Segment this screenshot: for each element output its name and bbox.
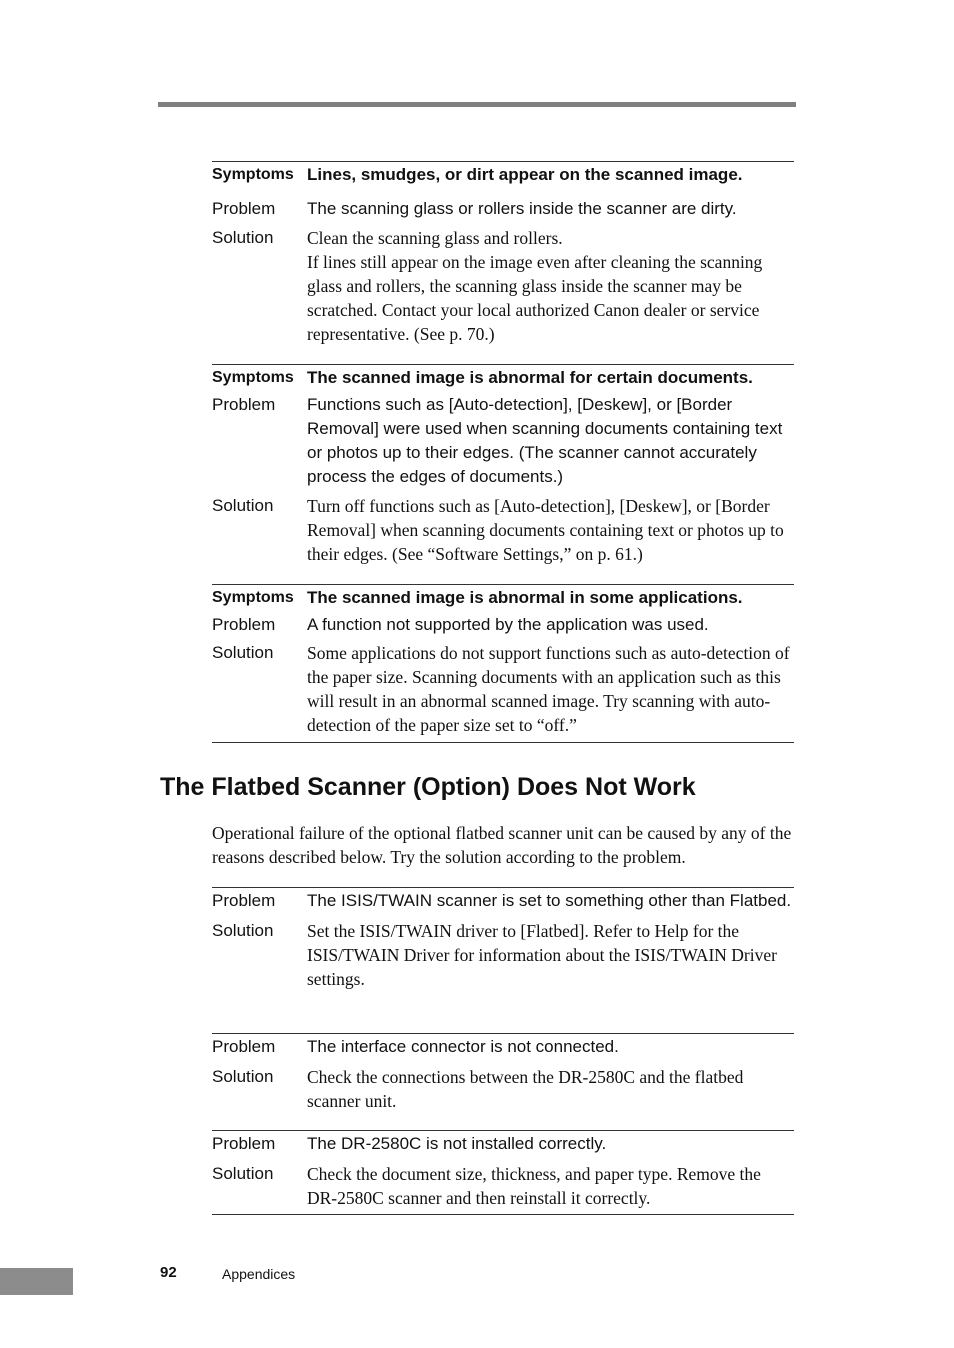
- problem-row: [212, 1035, 794, 1059]
- solution-row: [212, 226, 794, 362]
- symptom-block: [212, 584, 794, 743]
- problem-text: The DR-2580C is not installed correctly.: [307, 1134, 607, 1153]
- footer-tab: [0, 1268, 73, 1295]
- page-number: 92: [160, 1264, 177, 1281]
- section-intro: Operational failure of the optional flatbed scanner unit can be caused by any of the reasons described below. Try the solution according to the problem.: [212, 823, 792, 867]
- problem-label: Problem: [212, 199, 276, 218]
- symptom-text: The scanned image is abnormal for certain documents.: [307, 368, 753, 387]
- symptoms-label: Symptoms: [212, 369, 294, 386]
- solution-label: Solution: [212, 1067, 274, 1086]
- problem-row: [212, 1132, 794, 1156]
- solution-row: [212, 919, 794, 991]
- problem-block: [212, 1033, 794, 1113]
- solution-text: [307, 226, 794, 346]
- problem-label: Problem: [212, 891, 276, 910]
- solution-label: Solution: [212, 496, 274, 515]
- problem-text: The ISIS/TWAIN scanner is set to something other than Flatbed.: [307, 891, 792, 910]
- problem-text: A function not supported by the application was used.: [307, 615, 709, 634]
- problem-row: [212, 613, 794, 637]
- solution-text: [307, 641, 794, 737]
- symptoms-label: Symptoms: [212, 589, 294, 606]
- problem-row: [212, 197, 794, 221]
- symptoms-row: [212, 163, 794, 187]
- symptom-block: [212, 161, 794, 362]
- problem-block: [212, 887, 794, 991]
- symptoms-label: Symptoms: [212, 166, 294, 183]
- problem-text: Functions such as [Auto-detection], [Deskew], or [Border Removal] were used when scanning documents containing text or photos up to their edges. (The scanner cannot accurately process the edges of documents.): [307, 395, 783, 486]
- problem-label: Problem: [212, 615, 276, 634]
- problem-block: [212, 1130, 794, 1215]
- header-rule: [158, 102, 796, 107]
- solution-text: Check the connections between the DR-2580C and the flatbed scanner unit.: [307, 1067, 744, 1111]
- solution-line: Some applications do not support functions such as auto-detection of the paper size. Scanning documents with an application such as this will result in an abnormal scanned image. Try scanning with auto-detection of the paper size set to “off.”: [307, 643, 790, 735]
- solution-line: Clean the scanning glass and rollers.: [307, 228, 563, 248]
- symptom-text: The scanned image is abnormal in some applications.: [307, 588, 743, 607]
- problem-text: The scanning glass or rollers inside the scanner are dirty.: [307, 199, 737, 218]
- solution-label: Solution: [212, 921, 274, 940]
- solution-row: [212, 1065, 794, 1113]
- symptoms-row: [212, 366, 794, 390]
- symptom-block: [212, 364, 794, 566]
- problem-label: Problem: [212, 1037, 276, 1056]
- section-title: The Flatbed Scanner (Option) Does Not Work: [160, 773, 696, 801]
- solution-text: [307, 494, 794, 566]
- solution-text: Check the document size, thickness, and paper type. Remove the DR-2580C scanner and then reinstall it correctly.: [307, 1164, 761, 1208]
- solution-text: Set the ISIS/TWAIN driver to [Flatbed]. Refer to Help for the ISIS/TWAIN Driver for information about the ISIS/TWAIN Driver settings.: [307, 921, 777, 989]
- footer-section-name: Appendices: [222, 1266, 296, 1282]
- symptom-text: Lines, smudges, or dirt appear on the scanned image.: [307, 165, 743, 184]
- solution-row: [212, 1162, 794, 1210]
- solution-row: [212, 494, 794, 566]
- problem-label: Problem: [212, 1134, 276, 1153]
- symptoms-row: [212, 586, 794, 610]
- solution-label: Solution: [212, 1164, 274, 1183]
- problem-row: [212, 889, 794, 913]
- problem-text: The interface connector is not connected.: [307, 1037, 619, 1056]
- solution-row: [212, 641, 794, 737]
- solution-label: Solution: [212, 228, 274, 247]
- problem-row: [212, 393, 794, 489]
- solution-label: Solution: [212, 643, 274, 662]
- solution-line: If lines still appear on the image even after cleaning the scanning glass and rollers, the scanning glass inside the scanner may be scratched. Contact your local authorized Canon dealer or service representative. (See p. 70.): [307, 252, 763, 344]
- problem-label: Problem: [212, 395, 276, 414]
- solution-line: Turn off functions such as [Auto-detection], [Deskew], or [Border Removal] when scanning documents containing text or photos up to their edges. (See “Software Settings,” on p. 61.): [307, 496, 784, 564]
